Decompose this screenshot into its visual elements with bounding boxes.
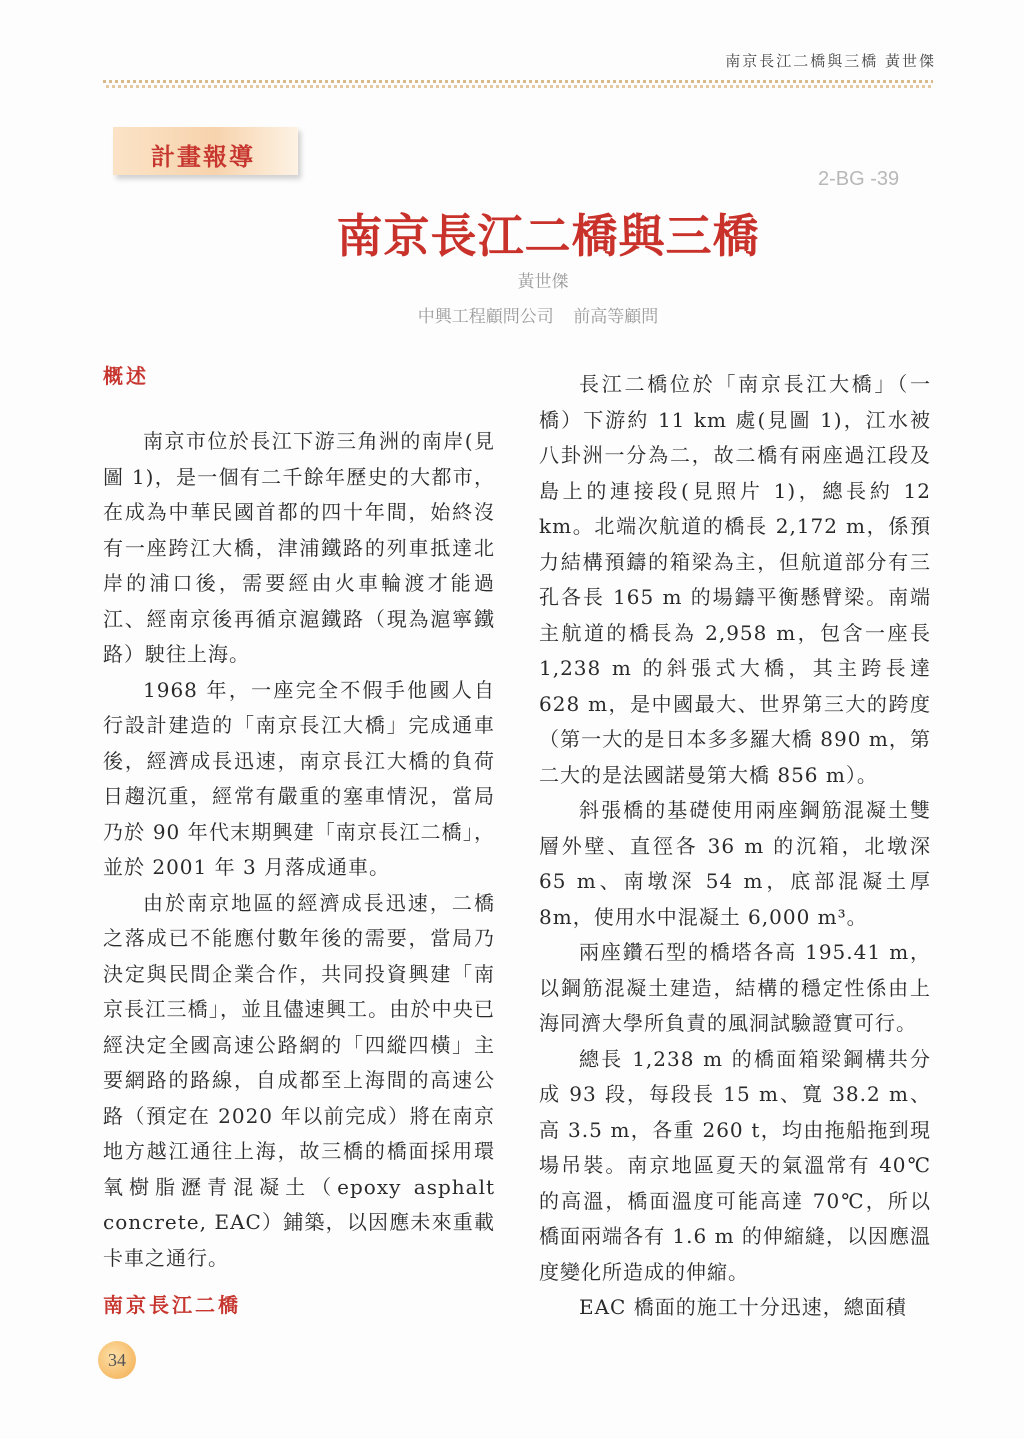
- section-badge: [113, 127, 298, 175]
- document-code: 2-BG -39: [818, 168, 900, 190]
- heading-overview: 概述: [103, 364, 149, 388]
- page-number: 34: [98, 1341, 136, 1379]
- author-name: 黃世傑: [517, 272, 569, 292]
- paragraph: 長江二橋位於「南京長江大橋」（一橋）下游約 11 km 處(見圖 1)，江水被八卦洲一分為二，故二橋有兩座過江段及島上的連接段(見照片 1)，總長約 12 km。北端次航道的橋長 2,172 m，係預力結構預鑄的箱梁為主，但航道部分有三孔各長 165 m 的場鑄平衡懸臂梁。南端主航道的橋長為 2,958 m，包含一座長 1,238 m 的斜張式大橋，其主跨長達 628 m，是中國最大、世界第三大的跨度（第一大的是日本多多羅大橋 890 m，第二大的是法國諾曼第大橋 856 m）。: [539, 372, 931, 787]
- header-divider: [103, 80, 933, 90]
- article-title: 南京長江二橋與三橋: [336, 209, 760, 263]
- left-column: [103, 424, 495, 1276]
- paragraph: 南京市位於長江下游三角洲的南岸(見圖 1)，是一個有二千餘年歷史的大都市，在成為中華民國首都的四十年間，始終沒有一座跨江大橋，津浦鐵路的列車抵達北岸的浦口後，需要經由火車輪渡才能過江、經南京後再循京滬鐵路（現為滬寧鐵路）駛往上海。: [103, 429, 495, 666]
- paragraph: 總長 1,238 m 的橋面箱梁鋼構共分成 93 段，每段長 15 m、寬 38.2 m、高 3.5 m，各重 260 t，均由拖船拖到現場吊裝。南京地區夏天的氣溫常有 40℃的高溫，橋面溫度可能高達 70℃，所以橋面兩端各有 1.6 m 的伸縮縫，以因應溫度變化所造成的伸縮。: [539, 1046, 931, 1284]
- heading-second-bridge: 南京長江二橋: [103, 1293, 241, 1317]
- paragraph: 1968 年，一座完全不假手他國人自行設計建造的「南京長江大橋」完成通車後，經濟成長迅速，南京長江大橋的負荷日趨沉重，經常有嚴重的塞車情況，當局乃於 90 年代末期興建「南京長江二橋」，並於 2001 年 3 月落成通車。: [103, 677, 495, 879]
- paragraph: EAC 橋面的施工十分迅速，總面積: [579, 1295, 907, 1319]
- paragraph: 斜張橋的基礎使用兩座鋼筋混凝土雙層外壁、直徑各 36 m 的沉箱，北墩深 65 m、南墩深 54 m，底部混凝土厚 8m，使用水中混凝土 6,000 m³。: [539, 798, 931, 929]
- running-head: 南京長江二橋與三橋 黃世傑: [725, 52, 936, 70]
- right-column: [539, 367, 931, 1326]
- author-affiliation: 中興工程顧問公司 前高等顧問: [417, 307, 659, 327]
- paragraph: 兩座鑽石型的橋塔各高 195.41 m，以鋼筋混凝土建造，結構的穩定性係由上海同濟大學所負責的風洞試驗證實可行。: [539, 940, 931, 1035]
- section-label: 計畫報導: [151, 143, 255, 171]
- paragraph: 由於南京地區的經濟成長迅速，二橋之落成已不能應付數年後的需要，當局乃決定與民間企業合作，共同投資興建「南京長江三橋」，並且儘速興工。由於中央已經決定全國高速公路網的「四縱四橫」主要網路的路線，自成都至上海間的高速公路（預定在 2020 年以前完成）將在南京地方越江通往上海，故三橋的橋面採用環氧樹脂瀝青混凝土（epoxy asphalt concrete, EAC）鋪築，以因應未來重載卡車之通行。: [103, 890, 495, 1270]
